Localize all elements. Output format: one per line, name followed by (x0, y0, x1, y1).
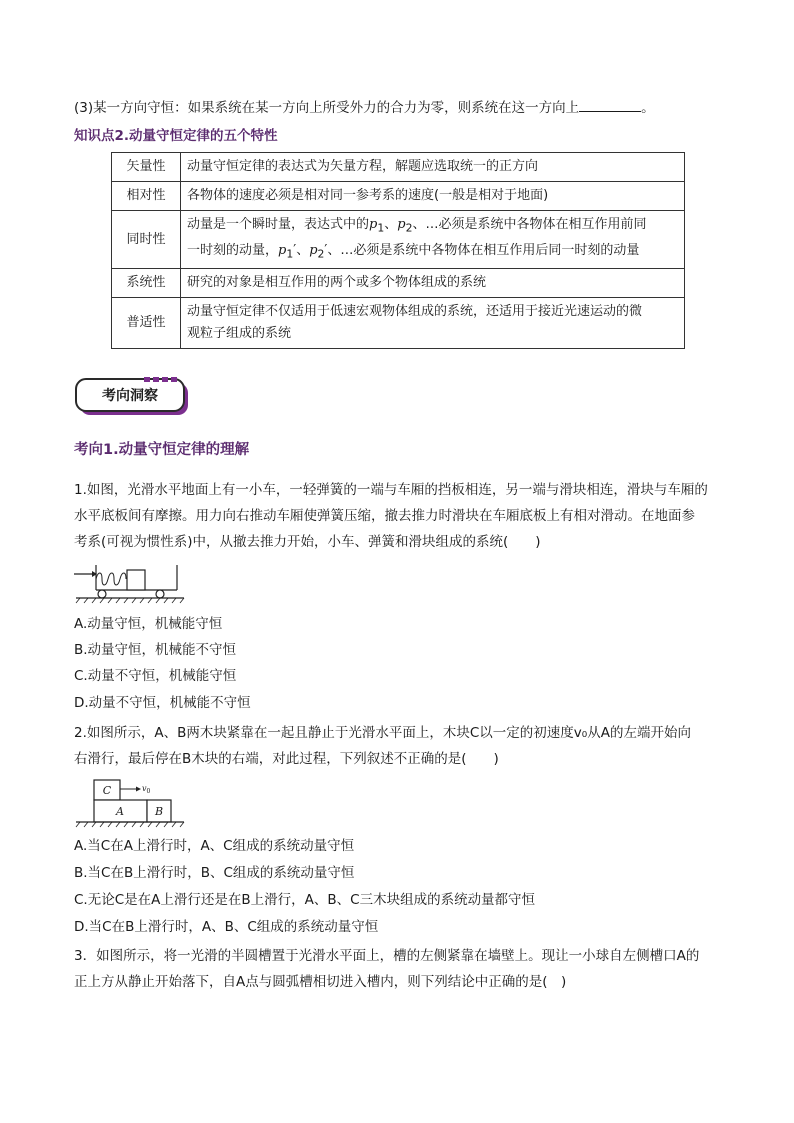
question-3-stem (74, 943, 724, 995)
subscript: 2 (317, 247, 325, 261)
option-c[interactable]: C.动量不守恒，机械能守恒 (74, 668, 237, 684)
table-row (112, 182, 685, 211)
property-desc (181, 211, 685, 269)
stem-line: 1.如图，光滑水平地面上有一小车，一轻弹簧的一端与车厢的挡板相连，另一端与滑块相连，滑块与车厢的 (74, 482, 708, 498)
desc-part: 、…必须是系统中各物体在相互作用前同 (412, 217, 647, 232)
cart-spring-figure (74, 562, 186, 604)
block-a-label: A (116, 805, 124, 818)
fill-in-blank[interactable] (579, 97, 641, 112)
velocity-label: $v_0$ (142, 784, 151, 795)
spring-icon (96, 573, 126, 585)
question-2-stem (74, 720, 724, 772)
wheel-icon (98, 590, 106, 598)
section-banner (74, 377, 190, 417)
property-name: 系统性 (112, 269, 181, 298)
property-desc: 动量守恒定律的表达式为矢量方程，解题应选取统一的正方向 (181, 153, 685, 182)
block-c-label: C (102, 784, 112, 797)
separator: 、 (384, 217, 398, 232)
subscript: 2 (405, 221, 413, 235)
stem-line: 2.如图所示，A、B两木块紧靠在一起且静止于光滑水平面上，木块C以一定的初速度v₀从A的左端开始向 (74, 725, 691, 741)
subscript: 1 (377, 221, 385, 235)
desc-part: 动量守恒定律不仅适用于低速宏观物体组成的系统，还适用于接近光速运动的微 (187, 304, 643, 320)
stem-line: 考系(可视为惯性系)中，从撤去推力开始，小车、弹簧和滑块组成的系统( ) (74, 534, 541, 550)
desc-part: 动量是一个瞬时量，表达式中的 (187, 217, 370, 232)
option-c[interactable]: C.无论C是在A上滑行还是在B上滑行，A、B、C三木块组成的系统动量都守恒 (74, 892, 536, 908)
symbol-p: p (397, 217, 406, 232)
intro-line (74, 97, 724, 118)
properties-table (111, 152, 685, 349)
option-b[interactable]: B.动量守恒，机械能不守恒 (74, 642, 237, 658)
stem-line: 右滑行，最后停在B木块的右端，对此过程，下列叙述不正确的是( ) (74, 751, 499, 767)
property-name: 普适性 (112, 298, 181, 349)
banner-label: 考向洞察 (102, 388, 158, 404)
property-desc: 研究的对象是相互作用的两个或多个物体组成的系统 (181, 269, 685, 298)
option-b[interactable]: B.当C在B上滑行时，B、C组成的系统动量守恒 (74, 865, 355, 881)
symbol-p: p (309, 242, 318, 258)
ground-hatch (76, 822, 184, 827)
table-row (112, 298, 685, 349)
prime-mark: ′ (324, 242, 328, 258)
symbol-p: p (369, 217, 378, 232)
symbol-p: p (278, 242, 287, 258)
property-desc: 各物体的速度必须是相对同一参考系的速度(一般是相对于地面) (181, 182, 685, 211)
table-row (112, 269, 685, 298)
question-1-stem (74, 477, 724, 555)
section-title: 考向1.动量守恒定律的理解 (74, 442, 250, 458)
stem-line: 3．如图所示，将一光滑的半圆槽置于光滑水平面上，槽的左侧紧靠在墙壁上。现让一小球自左侧槽口A的 (74, 948, 700, 964)
wheel-icon (156, 590, 164, 598)
desc-part: 、…必须是系统中各物体在相互作用后同一时刻的动量 (327, 242, 640, 258)
block-b-label: B (154, 805, 164, 818)
stem-line: 水平底板间有摩擦。用力向右推动车厢使弹簧压缩，撤去推力时滑块在车厢底板上有相对滑动。在地面参 (74, 508, 695, 524)
table-row (112, 153, 685, 182)
slider-block (127, 570, 145, 590)
prime-mark: ′ (293, 242, 297, 258)
stem-line: 正上方从静止开始落下，自A点与圆弧槽相切进入槽内，则下列结论中正确的是( ) (74, 974, 567, 990)
option-d[interactable]: D.当C在B上滑行时，A、B、C组成的系统动量守恒 (74, 919, 379, 935)
intro-text: (3)某一方向守恒：如果系统在某一方向上所受外力的合力为零，则系统在这一方向上 (74, 100, 580, 116)
desc-part: 观粒子组成的系统 (187, 326, 292, 342)
desc-part: 一时刻的动量， (187, 242, 279, 258)
ground-hatch (76, 598, 184, 603)
option-a[interactable]: A.当C在A上滑行时，A、C组成的系统动量守恒 (74, 838, 355, 854)
property-name: 矢量性 (112, 153, 181, 182)
separator: 、 (296, 242, 310, 258)
option-a[interactable]: A.动量守恒，机械能守恒 (74, 616, 223, 632)
option-d[interactable]: D.动量不守恒，机械能不守恒 (74, 695, 251, 711)
property-name: 相对性 (112, 182, 181, 211)
blocks-figure (74, 778, 186, 828)
table-row (112, 211, 685, 269)
subscript: 1 (286, 247, 294, 261)
property-name: 同时性 (112, 211, 181, 269)
property-desc (181, 298, 685, 349)
knowledge-point-title: 知识点2.动量守恒定律的五个特性 (74, 128, 278, 144)
intro-suffix: 。 (641, 100, 655, 116)
